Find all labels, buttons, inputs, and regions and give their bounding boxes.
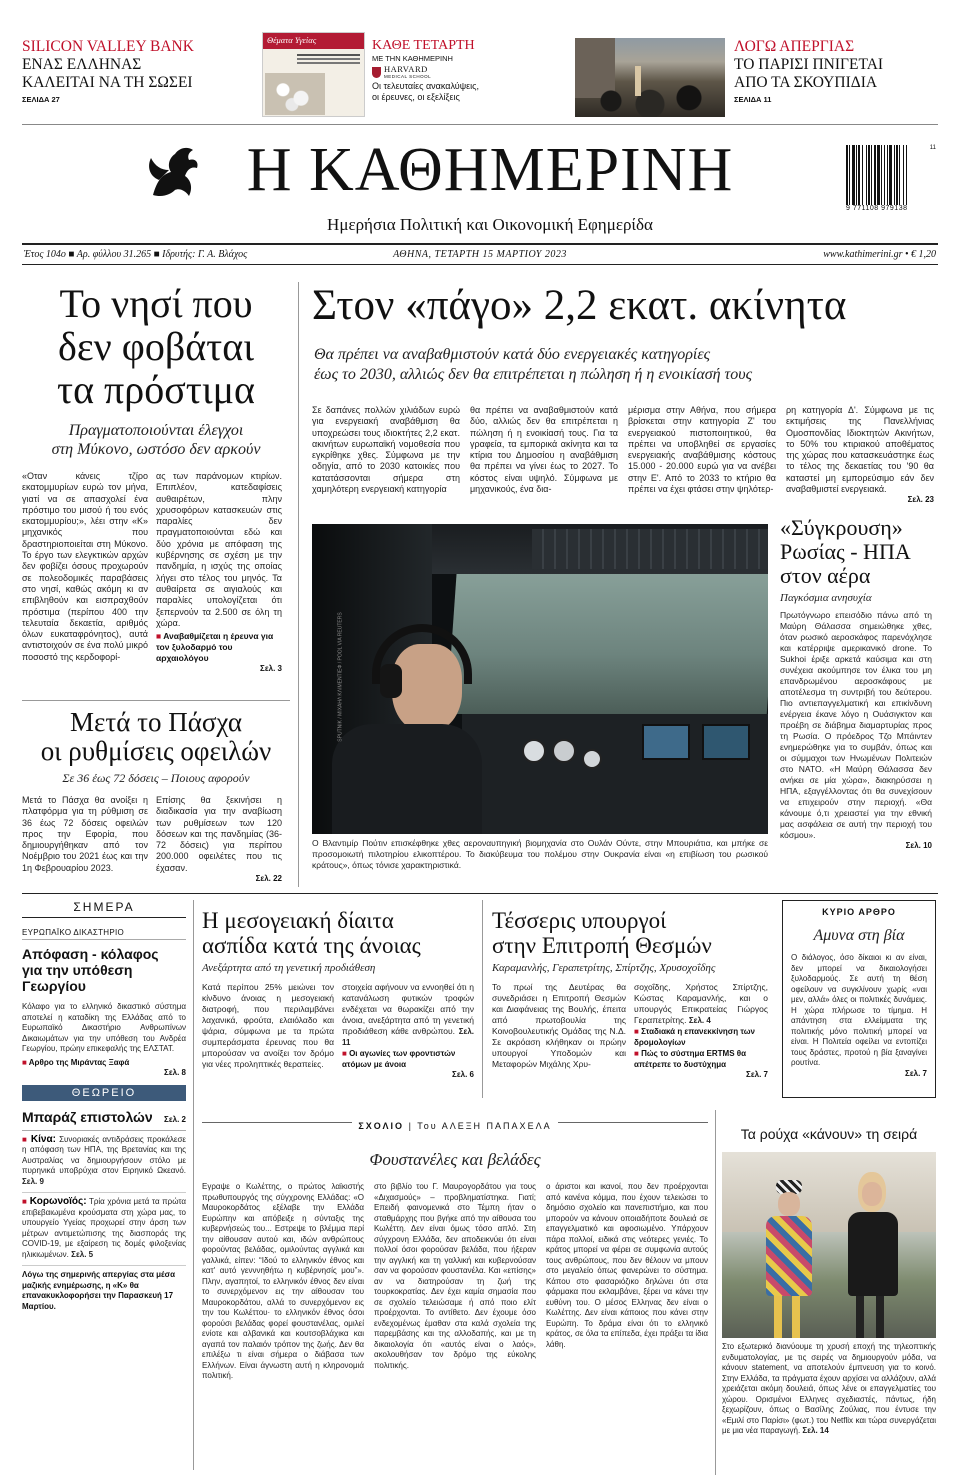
page-ref: Σελ. 7	[746, 1070, 768, 1079]
harvard-shield-icon	[372, 67, 381, 78]
comment-label-bar: ΣΧΟΛΙΟ | Του ΑΛΕΞΗ ΠΑΠΑΧΕΛΑ	[202, 1116, 708, 1134]
barcode-issue: 11	[929, 145, 936, 151]
body-column: σοχοΐδης, Χρήστος Σπίρτζης, Κώστας Καραμανλής, και ο υπουργός Επικρατείας Γιώργος Γεραπετρίτης. Σελ. 4	[634, 982, 768, 1025]
page-ref: Σελ. 10	[905, 841, 932, 850]
article-diet[interactable]	[202, 908, 474, 1098]
column-divider	[482, 900, 483, 1098]
article-ministers[interactable]	[492, 908, 772, 1098]
body-column: ρη κατηγορία Δ'. Σύμφωνα με τις εκτιμήσεις της Πανελλήνιας Ομοσπονδίας Ιδιοκτητών Ακινήτων, το 50% του κτιριακού αποθέματος της χώρας που κατασκευάστηκε έως το τέλος της δεκαετίας του '90 θα καταστεί μη εμπορεύσιμο εάν δεν αναβαθμιστεί ενεργειακά.	[786, 405, 934, 495]
person-head	[392, 644, 462, 732]
brief-lead: ■ Κορωνοϊός:	[22, 1196, 87, 1207]
teaser-page: ΣΕΛΙΔΑ 11	[734, 95, 772, 104]
teaser-line: οι έρευνες, οι εξελίξεις	[372, 92, 460, 102]
body-column: μέρισμα στην Αθήνα, που σήμερα βρίσκεται στην κατηγορία Ζ' του ενεργειακού πιστοποιητικού, θα πρέπει να υποβληθεί σε εργασίες ενεργειακής αναβάθμισης κόστους 15.000 - 20.000 ευρώ για να ανέβει στην Ε'. Από το 2033 το κτήριο θα πρέπει να έχει φτάσει στην ψηλότερ-	[628, 405, 776, 495]
subheadline: Πραγματοποιούνται έλεγχοι στη Μύκονο, ωστόσο δεν αρκούν	[51, 422, 261, 458]
fashion-caption: Στο εξωτερικό διανύουμε τη χρυσή εποχή της τηλεοπτικής ενδυματολογίας, με τις σειρές να δημιουργούν μόδα, να κάνουν statement, να αποτελούν έμπνευση για το κοινό. Στην Ελλάδα, τα πράγματα έχουν αρχίσει να αλλάζουν, αλλά χρειάζεται ακόμη δουλειά, όπως λένε οι επαγγελματίες του χώρου. Ορισμένοι Ελληνες σχεδιαστές, πάντως, ήδη ξεχωρίζουν, όπως ο Βασίλης Ζούλιας, που έντυσε την «Εμιλί στο Παρίσι» (φωτ.) του Netflix και τώρα συνεργάζεται με μια νέα παραγωγή. Σελ. 14	[722, 1342, 936, 1435]
body-column: ο άριστοι και ικανοί, που δεν προέρχονται από κανένα κόμμα, που έχουν τελειώσει το δημόσιο σχολείο και πανεπιστήμιο, και που μπορούν να κάνουν οποιαδήποτε δουλειά σε επαγγελματικό και αφοσιωμένο. Υπάρχουν πάρα πολλοί, ειδικά στις νεότερες γενιές. Το κράτος μπορεί να φέρει σε συμφωνία αυτούς τους ανθρώπους, που δεν θέλουν να μπουν στο μεγαλείο όπως φανερώνει το σύστημα. Κάπου στο φασαριόζικο δηλώνει ότι στα φάρμακα που εκλαμβάνει, ξέρει να κάνει την ευθύνη του. Ο μέσος Ελληνας δεν είναι ο Κωλέττης. Δεν είναι κάποιος που κάνει στην Ευρώπη. Το δράμα είναι ότι το ελληνικό κράτος, σε όλα τα επίπεδα, έχει πράξει τα ίδια λάθη.	[546, 1182, 708, 1349]
barcode	[846, 145, 936, 233]
page-ref: Σελ. 2	[164, 1114, 186, 1124]
subheadline: Παγκόσμια ανησυχία	[780, 592, 872, 604]
building-bg	[722, 1152, 936, 1232]
rule	[22, 700, 290, 701]
body-column: ας των παράνομων κτιρίων. Επιπλέον, κατεδαφίσεις αυθαιρέτων, πλην χρυσοφόρων κατασκευών στις παραλίες δεν πραγματοποιούνται εδώ και δύο χρόνια με απόφαση της κυβέρνησης σε σχέση με την πανδημία, η ισχύς της οποίας λήγει στο τέλος του μηνός. Τα αυθαίρετα σε αιγιαλούς και παραλίες υπολογίζεται ότι ξεπερνούν τα 2.500 σε όλη τη χώρα.	[156, 471, 282, 628]
photo-caption: Ο Βλαντιμίρ Πούτιν επισκέφθηκε χθες αεροναυπηγική βιομηχανία στο Ουλάν Ούντε, στην Μπουριάτια, και μπήκε σε προσομοιωτή πιλοτηρίου ελικοπτέρου. Το διακύβευμα του πολέμου στην Ουκρανία είναι «η επιβίωση του ρωσικού κράτους», όπως τόνισε χαρακτηριστικά.	[312, 838, 768, 870]
body-column: στο βιβλίο του Γ. Μαυρογορδάτου για τους «Διχασμούς» – προβληματίστηκα. Γιατί; Επειδή φαινομενικά στο Τέμπη ήταν ο σταθμάρχης που βγήκε από την αίθουσα του Κωλέττη. Δεν είναι όμως τόσο απλό. Στη σύγχρονη Ελλάδα, δεν αποδεικνύει ότι είναι πολλοί όσοι φορούσαν βελάδα, που ήξεραν την αγγλική και τη γαλλική και κυβερνούσαν σαν να φορούσαν φουστανέλα. Και «επίσης» αν να διατηρούσαν τη ζωή της τουρκοκρατίας. Δεν έχει καμία σημασία που σε σχολείο τελειώσαμε ή από ποιο ελίτ προέρχονται. Το αντίθετο. Δεν έχουμε όσο ενδεχομένως έμαθαν στα καλά σχολεία της παρεμβάσης και της αλλοδαπής, και με τη δικαιολογία ότι «αυτός είναι ο λαός», ακολουθήσαν τον δρόμο της εύκολης πολιτικής.	[374, 1182, 536, 1370]
info-left: Έτος 104ο ■ Αρ. φύλλου 31.265 ■ Ιδρυτής: Γ. Α. Βλάχος	[24, 249, 248, 260]
kicker: ΕΥΡΩΠΑΪΚΟ ΔΙΚΑΣΤΗΡΙΟ	[22, 928, 186, 940]
pills-image	[265, 73, 325, 115]
body-column: Επίσης θα ξεκινήσει η διαδικασία για την αναβίωση των ρυθμίσεων των 120 δόσεων και της πανδημίας (36-72 δόσεις) για περίπου 200.000 οφειλέτες που τις έχασαν.	[156, 795, 282, 873]
body-column: Σε δαπάνες πολλών χιλιάδων ευρώ για ενεργειακή αναβάθμιση θα υποχρεώσει τους ιδιοκτήτες 2,2 εκατ. ακινήτων ευρωπαϊκή νομοθεσία που εγκρίθηκε χθες. Σύμφωνα με την οδηγία, από το 2030 κατοικίες που κατατάσσονται σήμερα στη χαμηλότερη ενεργειακή κατηγορία	[312, 405, 460, 495]
body-column: Το πρωί της Δευτέρας θα συνεδριάσει η Επιτροπή Θεσμών και Διαφάνειας της Βουλής, έπειτα από πρωτοβουλία της Κοινοβουλευτικής Ομάδας της Ν.Δ. Σε ακρόαση κλήθηκαν οι πρώην υπουργοί Υποδομών και Μεταφορών Μιχάλης Χρυ-	[492, 982, 626, 1069]
paris-garbage-photo	[575, 38, 725, 117]
editorial-title: Αμυνα στη βία	[813, 927, 905, 944]
masthead-rule-top	[22, 243, 938, 245]
teaser-svb[interactable]	[22, 38, 222, 118]
comment-author: Του ΑΛΕΞΗ ΠΑΠΑΧΕΛΑ	[417, 1121, 552, 1131]
teaser-kicker: ΛΟΓΩ ΑΠΕΡΓΙΑΣ	[734, 38, 855, 55]
article-collision[interactable]	[780, 516, 932, 886]
headline[interactable]: Απόφαση - κόλαφος για την υπόθεση Γεωργίου	[22, 946, 159, 994]
section-label: ΣΗΜΕΡΑ	[22, 900, 186, 918]
body-column: Κατά περίπου 25% μειώνει τον κίνδυνο άνοιας η μεσογειακή διατροφή, που περιλαμβάνει λαχανικά, φρούτα, ελαιόλαδο και ψάρια, σύμφωνα με τα πρώτα συμπεράσματα έρευνας που θα μπορούσαν να ανοίξει τον δρόμο για νέες προληπτικές θεραπείες.	[202, 982, 334, 1069]
theoreio-title[interactable]: Μπαράζ επιστολών	[22, 1108, 153, 1125]
person-body	[332, 724, 482, 834]
body-column: Εγραψε ο Κωλέττης, ο πρώτος λαϊκιστής πρωθυπουργός της σύγχρονης Ελλάδας: «Ο Μαυροκορδάτος εξέλαβε την Ελλάδα Ευρώπην και απόβειξε η σύνταξις της κυβερνήσεώς του... Εστρεψε το βλέμμα περί την αίθουσαν αυτού και, ιδών ανθρώπους φορούντας βελάδας, ομιλούντας αγγλικά και γαλλικά, είπεν: “Ιδού το ελληνικόν έθνος και κατ' αυτό γενννηθήτω η κυβέρνησίς μου”». Πλην, αγαπητοί, το ελληνικόν έθνος δεν είναι το συνερχόμενον εις την αίθουσαν του Μαυροκορδάτου, αλλά το συνερχόμενον εις την του Κωλέττου· το ελληνικόν έθνος όσοι φορούσι βελάδας φορεί φουστανέλας, ομιλεί ενίοτε και αλβανικά και κουτσοβλάχικα και αγαπά τον παλαιόν τρόπον της ζωής. Δεν θα επιλέξω τι είναι σήμερα ο διάβασα των Ελλήνων. Είναι άγνωστη αυτή η κληρονομιά πολιτική.	[202, 1182, 364, 1380]
brief-item[interactable]	[22, 1192, 186, 1260]
masthead-rule-bottom	[22, 264, 938, 265]
body-text: Πρωτόγνωρο επεισόδιο πάνω από τη Μαύρη Θάλασσα σημειώθηκε χθες, όταν ρωσικό αεροσκάφος παρενόχλησε και κατέρριψε αμερικανικό drone. Το Sukhoi έριξε αρκετά καύσιμα και στη συνέχεια ακούμπησε τον έλικα του μη επανδρωμένου αεροσκάφους με αποτέλεσμα τη συντριβή του δεύτερου. Πιο αντιεπαγγελματική και επικίνδυνη ενέργεια έκανε λόγο η Ουάσιγκτον και προέβη σε διάβημα διαμαρτυρίας προς τη Ρωσία. Ο πρόεδρος Τζο Μπάιντεν ενημερώθηκε για το συμβάν, όπως και οι σύμμαχοι των Ηνωμένων Πολιτειών στο ΝΑΤΟ. «Η Μαύρη Θάλασσα δεν ανήκει σε μία χώρα», διακηρύσσει η ΗΠΑ, εξαγγέλλοντας ότι θα συνεχίσουν να επιχειρούν στην περιοχή. «Θα κάνουμε ό,τι χρειαστεί για την εθνική μας ασφάλεια σε αυτή την περιοχή του κόσμου».	[780, 610, 932, 840]
body-column: στοιχεία αφήνουν να εννοηθεί ότι η κατανάλωση φυτικών τροφών ενδέχεται να θωρακίζει από την άνοια, ανεξάρτητα από τη γενετική προδιάθεση κάθε ανθρώπου. Σελ. 11	[342, 982, 474, 1047]
editorial-box[interactable]	[782, 900, 936, 1098]
page-ref: Σελ. 5	[71, 1249, 94, 1259]
barcode-bar	[907, 145, 908, 205]
top-rule	[22, 124, 938, 125]
info-center: ΑΘΗΝΑ, ΤΕΤΑΡΤΗ 15 ΜΑΡΤΙΟΥ 2023	[393, 249, 567, 260]
fashion-title[interactable]: Τα ρούχα «κάνουν» τη σειρά	[740, 1126, 918, 1142]
column-divider	[715, 1110, 716, 1475]
body-column: θα πρέπει να αναβαθμιστούν κατά δύο, αλλιώς δεν θα επιτρέπεται η πώληση ή η ενοικίασή τους. Για τα γραφεία, τα εμπορικά ακίνητα και τα κτίρια του Δημοσίου η αναβάθμιση θα πρέπει να γίνει έως το 2027. Το κόστος είναι υψηλό. Σύμφωνα με μηχανικούς, ένα δια-	[470, 405, 618, 495]
thumbnail-text-lines	[263, 49, 364, 69]
page-ref: Σελ. 23	[907, 495, 934, 505]
subheadline: Ανεξάρτητα από τη γενετική προδιάθεση	[202, 962, 376, 974]
article-debts[interactable]	[22, 708, 290, 888]
teaser-health[interactable]	[372, 38, 547, 118]
lead-body	[312, 405, 934, 504]
health-supplement-thumbnail[interactable]	[262, 32, 365, 117]
putin-cockpit-photo[interactable]	[312, 524, 768, 834]
comment-label: ΣΧΟΛΙΟ	[358, 1121, 405, 1131]
display-screen	[642, 724, 690, 760]
page-ref: Σελ. 22	[255, 874, 282, 884]
teaser-with: ΜΕ ΤΗΝ ΚΑΘΗΜΕΡΙΝΗ	[372, 54, 453, 63]
strike-notice: Λόγω της σημερινής απεργίας στα μέσα μαζικής ενημέρωσης, η «Κ» θα επανακυκλοφορήσει την Παρασκευή 17 Μαρτίου.	[22, 1265, 186, 1312]
page-ref: Σελ. 8	[164, 1067, 186, 1077]
teaser-kicker: SILICON VALLEY BANK	[22, 38, 194, 55]
brand-sub: MEDICAL SCHOOL	[384, 74, 432, 79]
related-note[interactable]: ■ Αναβαθμίζεται η έρευνα για τον ξυλοδαρμό του αρχαιολόγου	[156, 631, 282, 664]
page-ref: Σελ. 9	[22, 1176, 44, 1186]
teaser-line: ΑΠΟ ΤΑ ΣΚΟΥΠΙΔΙΑ	[734, 74, 878, 91]
brief-item[interactable]	[22, 1135, 186, 1188]
related-note[interactable]: ■ Αρθρο της Μιράντας Ξαφά	[22, 1057, 186, 1068]
person-right	[842, 1172, 902, 1338]
comment-title: Φουστανέλες και βελάδες	[369, 1150, 541, 1169]
teaser-line: ΕΝΑΣ ΕΛΛΗΝΑΣ	[22, 56, 142, 73]
gauge	[552, 739, 576, 763]
page-ref: Σελ. 6	[452, 1070, 474, 1079]
body-column: «Οταν κάνεις τζίρο εκατομμυρίων ευρώ τον μήνα, γιατί να σε απασχολεί ένα πρόστιμο του μισού ή του ενός εκατομμυρίου;», λέει στην «Κ» μηχανικός που δραστηριοποιείται στη Μύκονο. Το έργο των ελεγκτικών αρχών δεν φοβίζει όσους προχωρούν σε πολεοδομικές παραβάσεις στο νησί, καθώς ακόμη κι αν επιβληθούν και εισπραχθούν πρόστιμα (περίπου 400 την τελευταία δεκαετία, αριθμός όλων ευκαταφρόνητος), αυτά αντιστοιχούν σε ένα πολύ μικρό ποσοστό της κερδοφορί-	[22, 471, 148, 662]
brand-name: HARVARD	[384, 64, 428, 74]
headline: Μετά το Πάσχα οι ρυθμίσεις οφειλών	[40, 707, 272, 766]
barcode-bars	[846, 145, 936, 205]
column-divider	[193, 900, 194, 1470]
masthead-title: Η ΚΑΘΗΜΕΡΙΝΗ	[246, 136, 734, 204]
lead-headline: Στον «πάγο» 2,2 εκατ. ακίνητα	[312, 282, 847, 329]
comment-body	[202, 1182, 708, 1472]
griffin-logo	[145, 140, 203, 202]
article-island[interactable]	[22, 282, 290, 692]
sidebar-today	[22, 900, 186, 1470]
earcup	[380, 664, 402, 698]
fashion-photo[interactable]	[722, 1152, 936, 1338]
body-column: Μετά το Πάσχα θα ανοίξει η πλατφόρμα για τη ρύθμιση σε 36 έως 72 δόσεις οφειλών προς την Εφορία, που δημιουργήθηκαν από τον Νοέμβριο του 2021 έως και την 1η Φεβρουαρίου 2023.	[22, 795, 148, 873]
teaser-paris[interactable]	[734, 38, 934, 118]
teaser-page: ΣΕΛΙΔΑ 27	[22, 95, 60, 104]
headline: Το νησί που δεν φοβάται τα πρόστιμα	[57, 281, 255, 412]
overhead-panel	[532, 529, 768, 569]
headline: «Σύγκρουση» Ρωσίας - ΗΠΑ στον αέρα	[780, 515, 911, 588]
body-text: Κόλαφο για το ελληνικό δικαστικό σύστημα αποτελεί η καταδίκη της Ελλάδας από το Ευρωπαϊκό Δικαστήριο Ανθρωπίνων Δικαιωμάτων για την υπόθεση του Ανδρέα Γεωργίου, πρώην επικεφαλής της ΕΛΣΤΑΤ.	[22, 1002, 186, 1053]
gauge	[522, 739, 546, 763]
subheadline: Σε 36 έως 72 δόσεις – Ποιους αφορούν	[62, 771, 250, 785]
person-left	[762, 1180, 814, 1338]
subheadline: Καραμανλής, Γεραπετρίτης, Σπίρτζης, Χρυσοχοΐδης	[492, 962, 716, 974]
section-label: ΚΥΡΙΟ ΑΡΘΡΟ	[822, 907, 896, 917]
lead-subheadline: Θα πρέπει να αναβαθμιστούν κατά δύο ενεργειακές κατηγορίες έως το 2030, αλλιώς δεν θα επιτρέπεται η πώληση ή η ενοικίασή τους	[314, 346, 753, 383]
photo-credit: SPUTNIK / ΜΙΧΑΗΛ ΚΛΙΜΕΝΤΙΕΦ / POOL VIA REUTERS	[337, 612, 344, 742]
teaser-line: ΤΟ ΠΑΡΙΣΙ ΠΝΙΓΕΤΑΙ	[734, 56, 884, 73]
body-text: Ο διάλογος, όσο δίκαιοι κι αν είναι, δεν μπορεί να δικαιολογήσει ξυλοδαρμούς. Σε αυτή τη θέση οφείλουν να συγκλίνουν χωρίς «ναι μεν, αλλά» όλες οι πολιτικές δυνάμεις. Η χώρα πλήρωσε το τίμημα. Η απάντηση στα ελλείμματα της πολιτικής μόνο πολιτική μπορεί να είναι. Η Πολιτεία οφείλει να εντοπίζει τους δράστες, προτού η βία ξαναγίνει ρουτίνα.	[791, 953, 927, 1067]
gauge	[582, 749, 602, 769]
related-note[interactable]: ■ Πώς το σύστημα ERTMS θα απέτρεπε το δυστύχημα	[634, 1048, 768, 1070]
headline: Η μεσογειακή δίαιτα ασπίδα κατά της άνοιας	[202, 908, 421, 958]
brief-text: Τρία χρόνια μετά τα πρώτα επιβεβαιωμένα κρούσματα στη χώρα μας, το υπουργείο Υγείας προχωρεί στην άρση των μέτρων αντιμετώπισης της διασποράς της COVID-19, με εξαίρεση τις δομές φιλοξενίας ηλικιωμένων.	[22, 1197, 186, 1259]
section-rule	[22, 893, 938, 894]
teaser-kicker: ΚΑΘΕ ΤΕΤΑΡΤΗ	[372, 38, 475, 53]
masthead-subtitle: Ημερήσια Πολιτική και Οικονομική Εφημερίδα	[327, 215, 653, 234]
headline: Τέσσερις υπουργοί στην Επιτροπή Θεσμών	[492, 908, 712, 958]
barcode-digits: 9 771108 979138	[846, 205, 908, 212]
related-note[interactable]: ■ Σταδιακά η επανεκκίνηση των δρομολογίων	[634, 1026, 768, 1048]
teaser-line: Οι τελευταίες ανακαλύψεις,	[372, 81, 479, 91]
page-ref: Σελ. 3	[260, 664, 282, 674]
thumbnail-header: Θέματα Υγείας	[263, 33, 364, 49]
brief-text: Συνοριακές αντιδράσεις προκάλεσε η απόφαση των ΗΠΑ, της Βρετανίας και της Αυστραλίας να δημιουργήσουν στόλο με πυρηνικά υποβρύχια στον Ειρηνικό Ωκεανό.	[22, 1134, 186, 1175]
cockpit-window	[447, 564, 768, 714]
teaser-line: ΚΑΛΕΙΤΑΙ ΝΑ ΤΗ ΣΩΣΕΙ	[22, 74, 193, 91]
info-right: www.kathimerini.gr • € 1,20	[823, 249, 936, 260]
display-screen	[702, 724, 750, 760]
page-ref: Σελ. 7	[905, 1068, 927, 1078]
column-divider	[298, 282, 299, 887]
brief-lead: ■ Κίνα:	[22, 1134, 56, 1145]
related-note[interactable]: ■ Οι αγωνίες των φροντιστών ατόμων με άνοια	[342, 1048, 474, 1070]
section-label: ΘΕΩΡΕΙΟ	[22, 1085, 186, 1101]
